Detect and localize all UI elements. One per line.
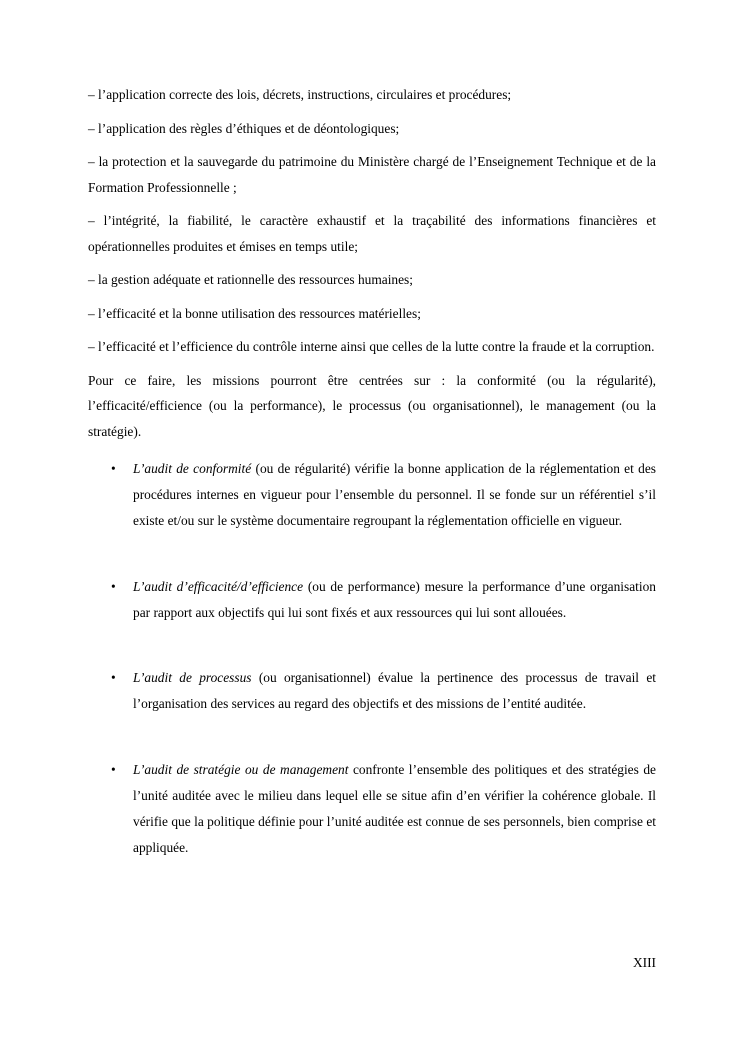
paragraph-ressources-humaines: – la gestion adéquate et rationnelle des ressources humaines; bbox=[88, 272, 413, 287]
paragraph-ressources-materielles: – l’efficacité et la bonne utilisation des ressources matérielles; bbox=[88, 305, 421, 321]
document-page bbox=[88, 82, 656, 861]
paragraph-ethique: – l’application des règles d’éthiques et de déontologiques; bbox=[88, 120, 400, 136]
audit-strategie-title: L’audit de stratégie ou de management bbox=[133, 762, 349, 777]
paragraph-patrimoine: – la protection et la sauvegarde du patrimoine du Ministère chargé de l’Enseignement Technique et de la Formation Professionnelle ; bbox=[88, 154, 656, 195]
paragraph-controle-interne: – l’efficacité et l’efficience du contrôle interne ainsi que celles de la lutte contre la fraude et la corruption. bbox=[88, 339, 655, 354]
bullet-icon: • bbox=[111, 461, 116, 476]
audit-strategie-text: confronte l’ensemble des politiques et des stratégies de l’unité auditée avec le milieu dans lequel elle se situe afin d’en vérifier la cohérence globale. Il vérifie que la politique définie pour l’unité auditée est connue de ses personnels, bien comprise et appliquée. bbox=[133, 762, 656, 855]
list-item-audit-conformite bbox=[88, 456, 656, 534]
page-number: XIII bbox=[632, 955, 656, 970]
audit-processus-text: (ou organisationnel) évalue la pertinence des processus de travail et l’organisation des services au regard des objectifs et des missions de l’entité auditée. bbox=[133, 670, 656, 711]
bullet-icon: • bbox=[111, 579, 116, 594]
paragraph-lois: – l’application correcte des lois, décrets, instructions, circulaires et procédures; bbox=[88, 87, 512, 102]
audit-types-list bbox=[88, 456, 656, 861]
audit-processus-title: L’audit de processus bbox=[133, 670, 252, 685]
bullet-icon: • bbox=[111, 670, 116, 685]
list-item-audit-processus bbox=[88, 665, 656, 717]
paragraph-missions: Pour ce faire, les missions pourront être centrées sur : la conformité (ou la régularité), l’efficacité/efficience (ou la performance), le processus (ou organisationnel), le management (ou la stratégie). bbox=[88, 372, 656, 439]
list-item-audit-efficacite bbox=[88, 574, 656, 626]
audit-efficacite-text: (ou de performance) mesure la performance d’une organisation par rapport aux objectifs qui lui sont fixés et aux ressources qui lui sont allouées. bbox=[133, 579, 656, 620]
audit-conformite-title: L’audit de conformité bbox=[133, 461, 252, 476]
paragraph-integrite: – l’intégrité, la fiabilité, le caractère exhaustif et la traçabilité des informations financières et opérationnelles produites et émises en temps utile; bbox=[88, 213, 656, 254]
audit-conformite-text: (ou de régularité) vérifie la bonne application de la réglementation et des procédures internes en vigueur pour l’ensemble du personnel. Il se fonde sur un référentiel s’il existe et/ou sur le système documentaire regroupant la réglementation officielle en vigueur. bbox=[133, 461, 656, 528]
bullet-icon: • bbox=[111, 762, 116, 777]
list-item-audit-strategie bbox=[88, 757, 656, 861]
audit-efficacite-title: L’audit d’efficacité/d’efficience bbox=[133, 579, 304, 594]
